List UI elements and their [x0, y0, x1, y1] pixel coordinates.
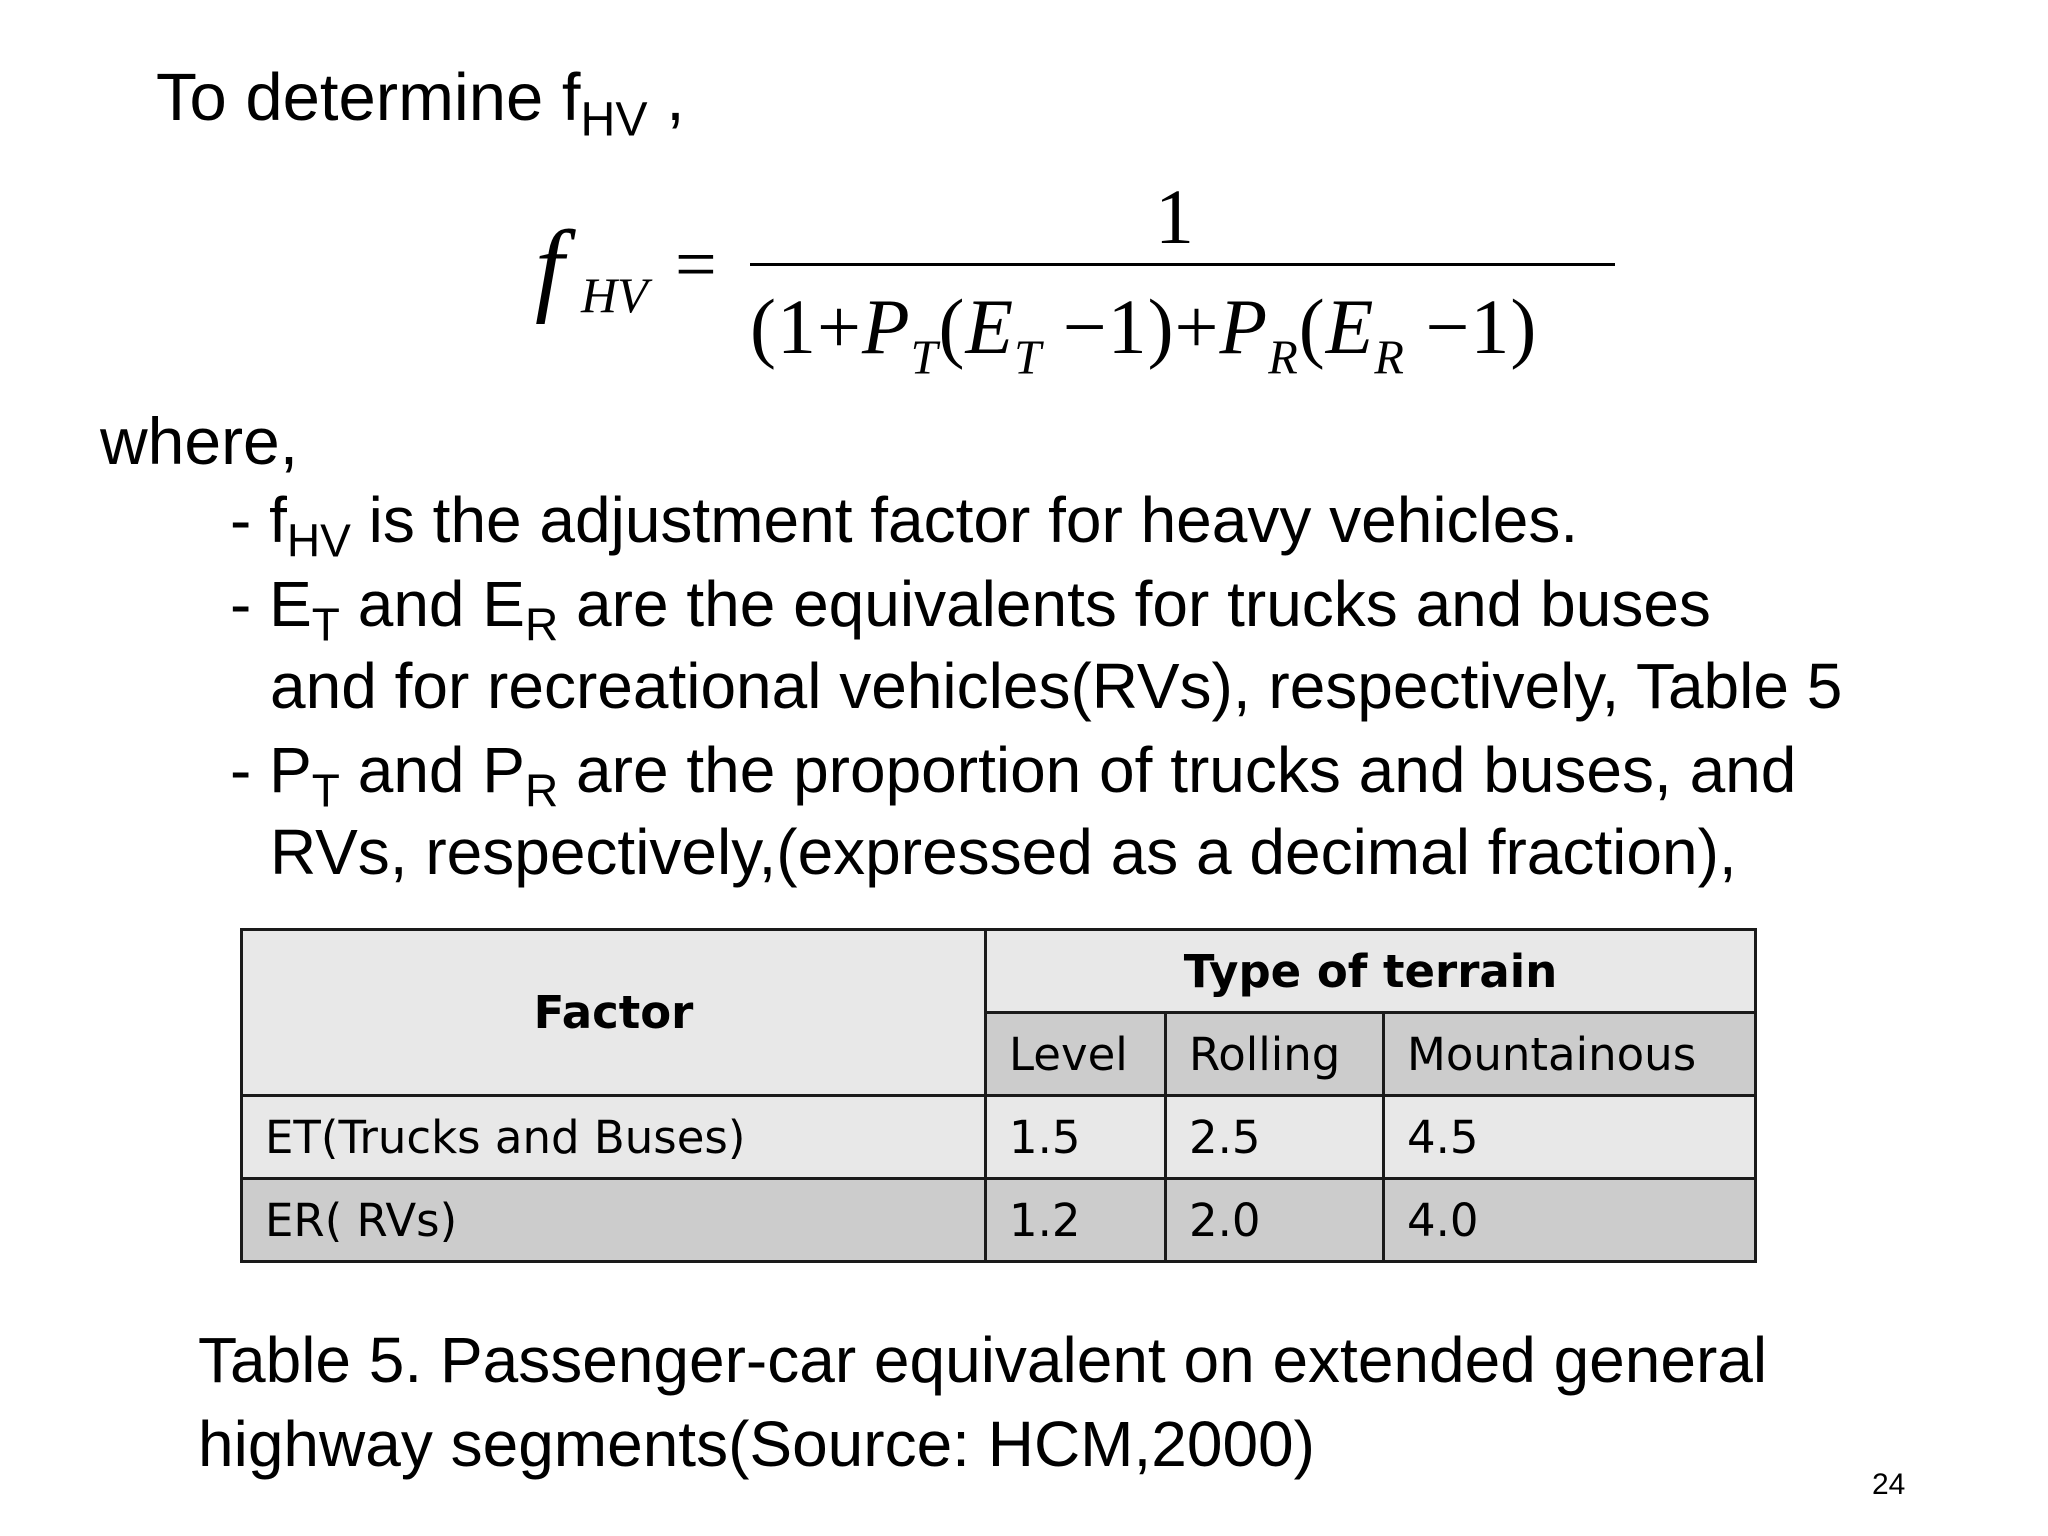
den-er-sub: R: [1374, 331, 1405, 385]
den-pr-sub: R: [1268, 331, 1299, 385]
where-label: where,: [100, 404, 299, 478]
col-mountainous: Mountainous: [1384, 1013, 1756, 1096]
formula-lhs-f: f: [535, 210, 564, 325]
formula-numerator: 1: [1155, 173, 1194, 260]
pce-table: [240, 928, 1757, 1263]
fraction-bar: [750, 263, 1615, 266]
den-pr: P: [1219, 283, 1269, 370]
row-factor: ET(Trucks and Buses): [242, 1096, 986, 1179]
definition-et-er-cont: and for recreational vehicles(RVs), respectively, Table 5: [270, 650, 1843, 722]
den-pt: P: [861, 283, 911, 370]
def-text: - f: [230, 484, 287, 556]
def-text: - P: [230, 734, 312, 806]
terrain-header: Type of terrain: [986, 930, 1756, 1013]
table-caption: Table 5. Passenger-car equivalent on extended general highway segments(Source: HCM,2000): [198, 1324, 1768, 1480]
cell-mountainous: 4.5: [1384, 1096, 1756, 1179]
def-text: - E: [230, 568, 312, 640]
cell-rolling: 2.5: [1166, 1096, 1384, 1179]
def-sub: T: [311, 598, 340, 651]
def-text: are the equivalents for trucks and buses: [558, 568, 1711, 640]
definition-pt-pr: [230, 734, 1797, 817]
formula-lhs-subscript: HV: [581, 267, 648, 323]
def-sub: HV: [286, 514, 351, 567]
intro-text: To determine f: [156, 60, 581, 135]
table-row: [242, 1179, 1756, 1262]
den-part: −1)+: [1042, 283, 1220, 370]
den-part: (: [938, 283, 966, 370]
cell-level: 1.2: [986, 1179, 1166, 1262]
col-level: Level: [986, 1013, 1166, 1096]
def-sub: R: [524, 598, 559, 651]
cell-mountainous: 4.0: [1384, 1179, 1756, 1262]
den-et-sub: T: [1014, 331, 1043, 385]
intro-tail: ,: [647, 60, 685, 135]
intro-subscript: HV: [580, 92, 648, 147]
formula-denominator: [750, 283, 1538, 385]
def-text: are the proportion of trucks and buses, and: [558, 734, 1797, 806]
formula-equals: =: [675, 224, 717, 306]
den-part: (1+: [750, 283, 862, 370]
def-text: is the adjustment factor for heavy vehicles.: [350, 484, 1579, 556]
def-text: and E: [339, 568, 525, 640]
den-et: E: [965, 283, 1015, 370]
def-sub: T: [311, 764, 340, 817]
row-factor: ER( RVs): [242, 1179, 986, 1262]
cell-level: 1.5: [986, 1096, 1166, 1179]
definition-pt-pr-cont: RVs, respectively,(expressed as a decimal fraction),: [270, 816, 1737, 888]
den-pt-sub: T: [910, 331, 939, 385]
den-part: −1): [1404, 283, 1538, 370]
fhv-formula: [535, 168, 1615, 388]
def-text: and P: [339, 734, 525, 806]
def-sub: R: [524, 764, 559, 817]
intro-heading: [156, 60, 685, 147]
factor-header: Factor: [242, 930, 986, 1096]
den-part: (: [1298, 283, 1326, 370]
col-rolling: Rolling: [1166, 1013, 1384, 1096]
den-er: E: [1325, 283, 1375, 370]
definition-et-er: [230, 568, 1711, 651]
cell-rolling: 2.0: [1166, 1179, 1384, 1262]
table-row: [242, 1096, 1756, 1179]
definition-fhv: [230, 484, 1579, 567]
page-number: 24: [1872, 1468, 1906, 1501]
